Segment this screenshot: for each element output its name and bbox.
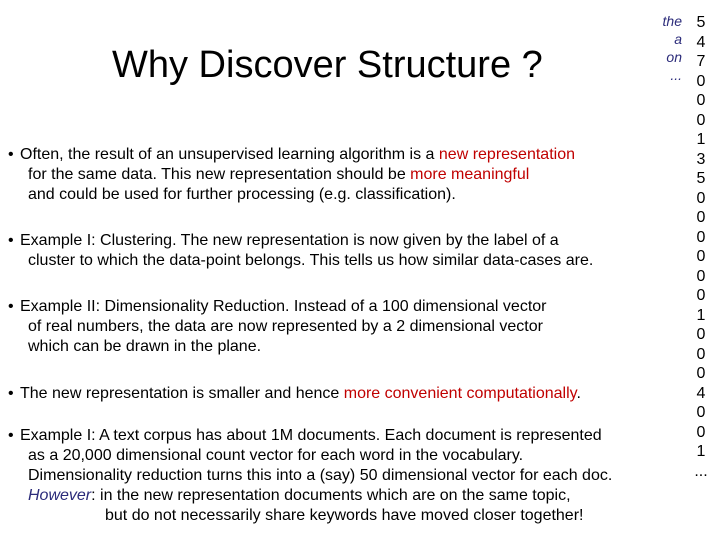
bullet-text: Dimensionality reduction turns this into a (say) 50 dimensional vector for each doc. [28,467,613,484]
count-value: 0 [696,72,706,90]
bullet-dot: • [8,298,14,315]
count-value: 5 [696,14,706,31]
bullet-text: . [576,385,581,402]
bullet-item [8,231,593,271]
count-value: 0 [696,228,706,246]
bullet-item [8,145,575,205]
count-value: 3 [696,150,706,168]
vocab-word: ... [670,67,682,83]
count-vector [692,13,710,481]
vocab-word: a [674,31,682,47]
count-value: 1 [696,443,706,460]
bullet-text: The new representation is smaller and hence [20,385,344,402]
count-value: 1 [696,306,706,324]
bullet-text: which can be drawn in the plane. [28,338,262,355]
count-value: 0 [696,365,706,382]
vocab-word: the [662,13,682,29]
count-value: 0 [696,209,706,226]
count-value: 0 [696,423,706,441]
count-value: 1 [696,131,706,148]
emphasis-text: However [28,487,92,504]
count-value: 0 [696,92,706,109]
bullet-text: : in the new representation documents which are on the same topic, [91,487,571,504]
bullet-text: Example II: Dimensionality Reduction. Instead of a 100 dimensional vector [20,298,547,315]
highlight-text: new representation [438,146,575,163]
vocab-word: on [666,49,682,65]
bullet-text: Example I: Clustering. The new representation is now given by the label of a [20,232,559,249]
bullet-item [8,297,547,357]
bullet-text: as a 20,000 dimensional count vector for each word in the vocabulary. [28,447,524,464]
highlight-text: more convenient computationally [343,385,577,402]
count-value: 4 [696,384,706,402]
bullet-text: of real numbers, the data are now represented by a 2 dimensional vector [28,318,543,335]
bullet-dot: • [8,232,14,249]
bullet-text: Example I: A text corpus has about 1M documents. Each document is represented [20,427,602,444]
bullet-text: Often, the result of an unsupervised learning algorithm is a [20,146,439,163]
count-value: 0 [696,287,706,304]
count-value: 5 [696,170,706,187]
bullet-dot: • [8,146,14,163]
count-value: 0 [696,326,706,343]
bullet-text: for the same data. This new representation should be [28,166,411,183]
bullet-item [8,426,612,526]
bullet-dot: • [8,385,14,402]
count-value: 0 [696,111,706,129]
count-value: 7 [696,53,706,70]
count-value: 4 [696,33,706,51]
count-value: 0 [696,267,706,285]
bullet-text: but do not necessarily share keywords have moved closer together! [105,507,584,524]
count-value: 0 [696,189,706,207]
bullet-text: cluster to which the data-point belongs. This tells us how similar data-cases are. [28,252,594,269]
count-value: 0 [696,345,706,363]
bullet-text: and could be used for further processing (e.g. classification). [28,186,456,203]
count-value: 0 [696,248,706,265]
bullet-dot: • [8,427,14,444]
highlight-text: more meaningful [410,166,530,183]
count-value: ... [694,462,708,480]
bullet-item [8,384,581,404]
count-value: 0 [696,404,706,421]
vocab-words [628,12,682,84]
slide-title: Why Discover Structure ? [112,44,543,86]
